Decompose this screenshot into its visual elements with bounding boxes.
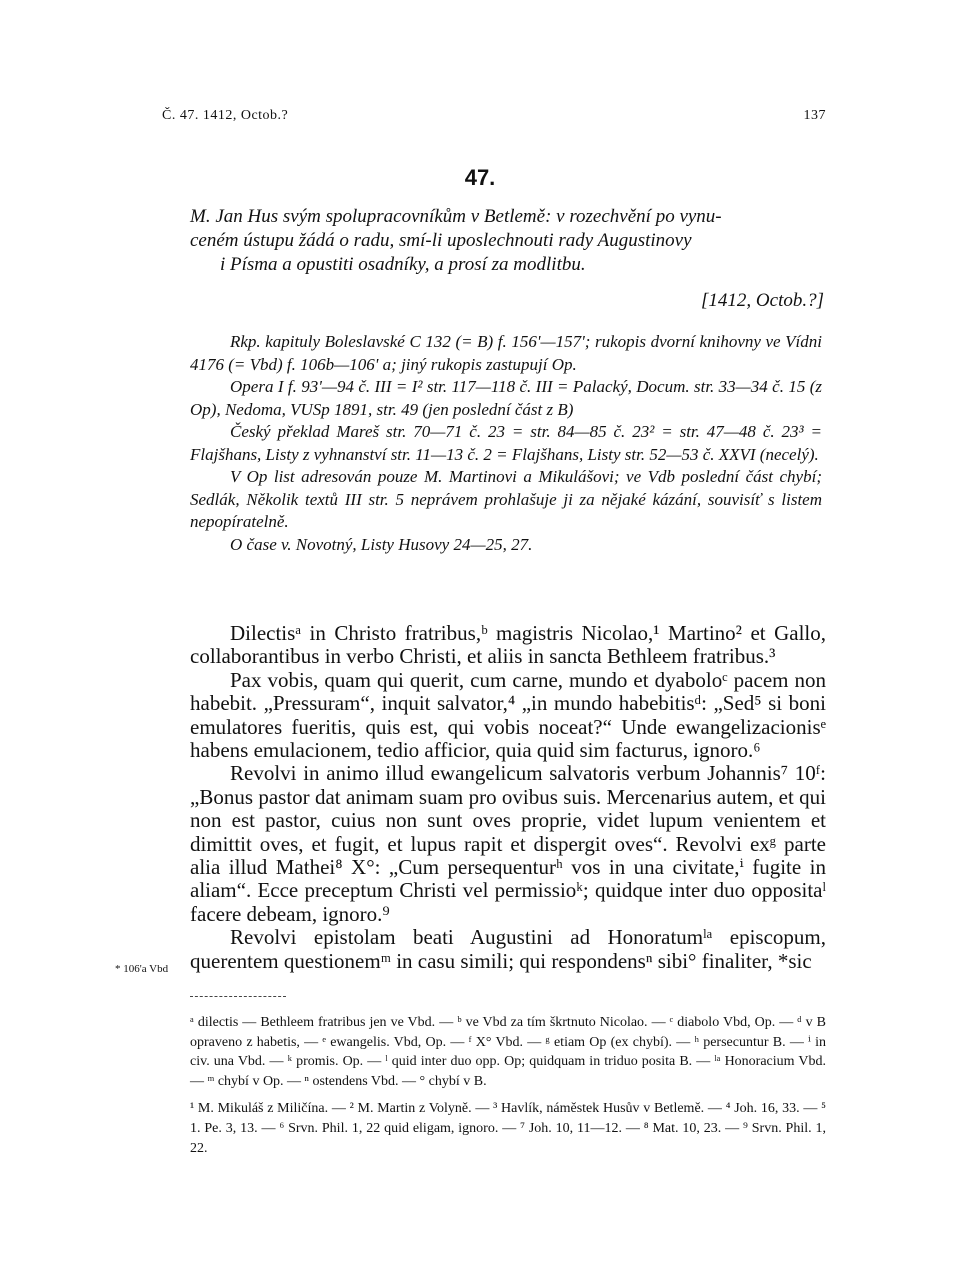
salutation-paragraph: Dilectisᵃ in Christo fratribus,ᵇ magistris Nicolao,¹ Martino² et Gallo, collaborantibus in verbo Christi, et aliis in sancta Bethleem fratribus.³ [190, 621, 826, 669]
footnote-divider [190, 996, 286, 997]
footnotes [190, 1013, 826, 1158]
textual-apparatus: ᵃ dilectis — Bethleem fratribus jen ve Vbd. — ᵇ ve Vbd za tím škrtnuto Nicolao. — ᶜ diabolo Vbd, Op. — ᵈ v B opraveno z habetis, — ᵉ ewangelis. Vbd, Op. — ᶠ X° Vbd. — ᵍ etiam Op (ex chybí). — ʰ persecuntur B. — ⁱ in civ. una Vbd. — ᵏ promis. Op. — ˡ quid inter duo opp. Op; quidquam in triduo posita B. — ˡᵃ Honoracium Vbd. — ᵐ chybí v Op. — ⁿ ostendens Vbd. — ° chybí v B. [190, 1015, 826, 1089]
body-paragraph-3: Revolvi epistolam beati Augustini ad Honoratumˡᵃ episcopum, querentem questionemᵐ in casu simili; qui respondensⁿ sibi° finaliter, *sic [190, 925, 826, 973]
margin-folio-note: * 106'a Vbd [115, 963, 169, 975]
letter-text [190, 622, 826, 973]
letter-number: 47. [464, 165, 496, 190]
source-notes [190, 331, 822, 556]
header-left: Č. 47. 1412, Octob.? [162, 108, 289, 123]
page-number: 137 [803, 108, 826, 123]
body-paragraph-1: Pax vobis, quam qui querit, cum carne, mundo et dyaboloᶜ pacem non habebit. „Pressuram“, inquit salvator,⁴ „in mundo habebitisᵈ: „Sed⁵ si boni emulatores fueritis, quis est, qui vobis noceat?“ Unde ewangelizacionisᵉ habens emulacionem, tedio afficior, quia quid sim facturus, ignoro.⁶ [190, 667, 826, 763]
summary-line-2: ceném ústupu žádá o radu, smí-li uposlechnouti rady Augustinovy [190, 230, 692, 251]
commentary-notes: ¹ M. Mikuláš z Miličína. — ² M. Martin z Volyně. — ³ Havlík, náměstek Husův v Betlemě. — ⁴ Joh. 16, 33. — ⁵ 1. Pe. 3, 13. — ⁶ Srvn. Phil. 1, 22 quid eligam, ignoro. — ⁷ Joh. 10, 11—12. — ⁸ Mat. 10, 23. — ⁹ Srvn. Phil. 1, 22. [190, 1101, 826, 1156]
manuscripts-paragraph: Rkp. kapituly Boleslavské C 132 (= B) f. 156'—157'; rukopis dvorní knihovny ve Vídni 4176 (= Vbd) f. 106b—106' a; jiný rukopis zastupují Op. [190, 332, 822, 374]
dating-paragraph: O čase v. Novotný, Listy Husovy 24—25, 27. [230, 534, 533, 554]
summary-line-1: M. Jan Hus svým spolupracovníkům v Betlemě: v rozechvění po vynu- [190, 206, 722, 227]
summary-line-3: i Písma a opustiti osadníky, a prosí za modlitbu. [220, 254, 586, 275]
body-paragraph-2: Revolvi in animo illud ewangelicum salvatoris verbum Johannis⁷ 10ᶠ: „Bonus pastor dat animam suam pro ovibus suis. Mercenarius autem, et qui non est pastor, cuius non sunt oves proprie, videt lupum venientem et dimittit oves, et fugit, et lupus rapit et dispergit oves“. Revolvi exᵍ parte alia illud Mathei⁸ X°: „Cum persequenturʰ vos in una civitate,ⁱ fugite in aliam“. Ecce preceptum Christi vel permissioᵏ; quidque inter duo oppositaˡ facere debeam, ignoro.⁹ [190, 761, 826, 926]
address-paragraph: V Op list adresován pouze M. Martinovi a Mikulášovi; ve Vdb poslední část chybí; Sedlák, Několik textů III str. 5 neprávem prohlašuje ji za nějaké kázání, souvisíť s listem nepopíratelně. [190, 467, 822, 531]
letter-date: [1412, Octob.?] [701, 290, 824, 311]
editions-paragraph: Opera I f. 93'—94 č. III = I² str. 117—118 č. III = Palacký, Docum. str. 33—34 č. 15 (z Op), Nedoma, VUSp 1891, str. 49 (jen poslední část z B) [190, 377, 822, 419]
translations-paragraph: Český překlad Mareš str. 70—71 č. 23 = str. 84—85 č. 23² = str. 47—48 č. 23³ = Flajšhans, Listy z vyhnanství str. 11—13 č. 2 = Flajšhans, Listy str. 52—53 č. XXVI (necelý). [190, 422, 822, 464]
letter-summary [190, 205, 822, 277]
